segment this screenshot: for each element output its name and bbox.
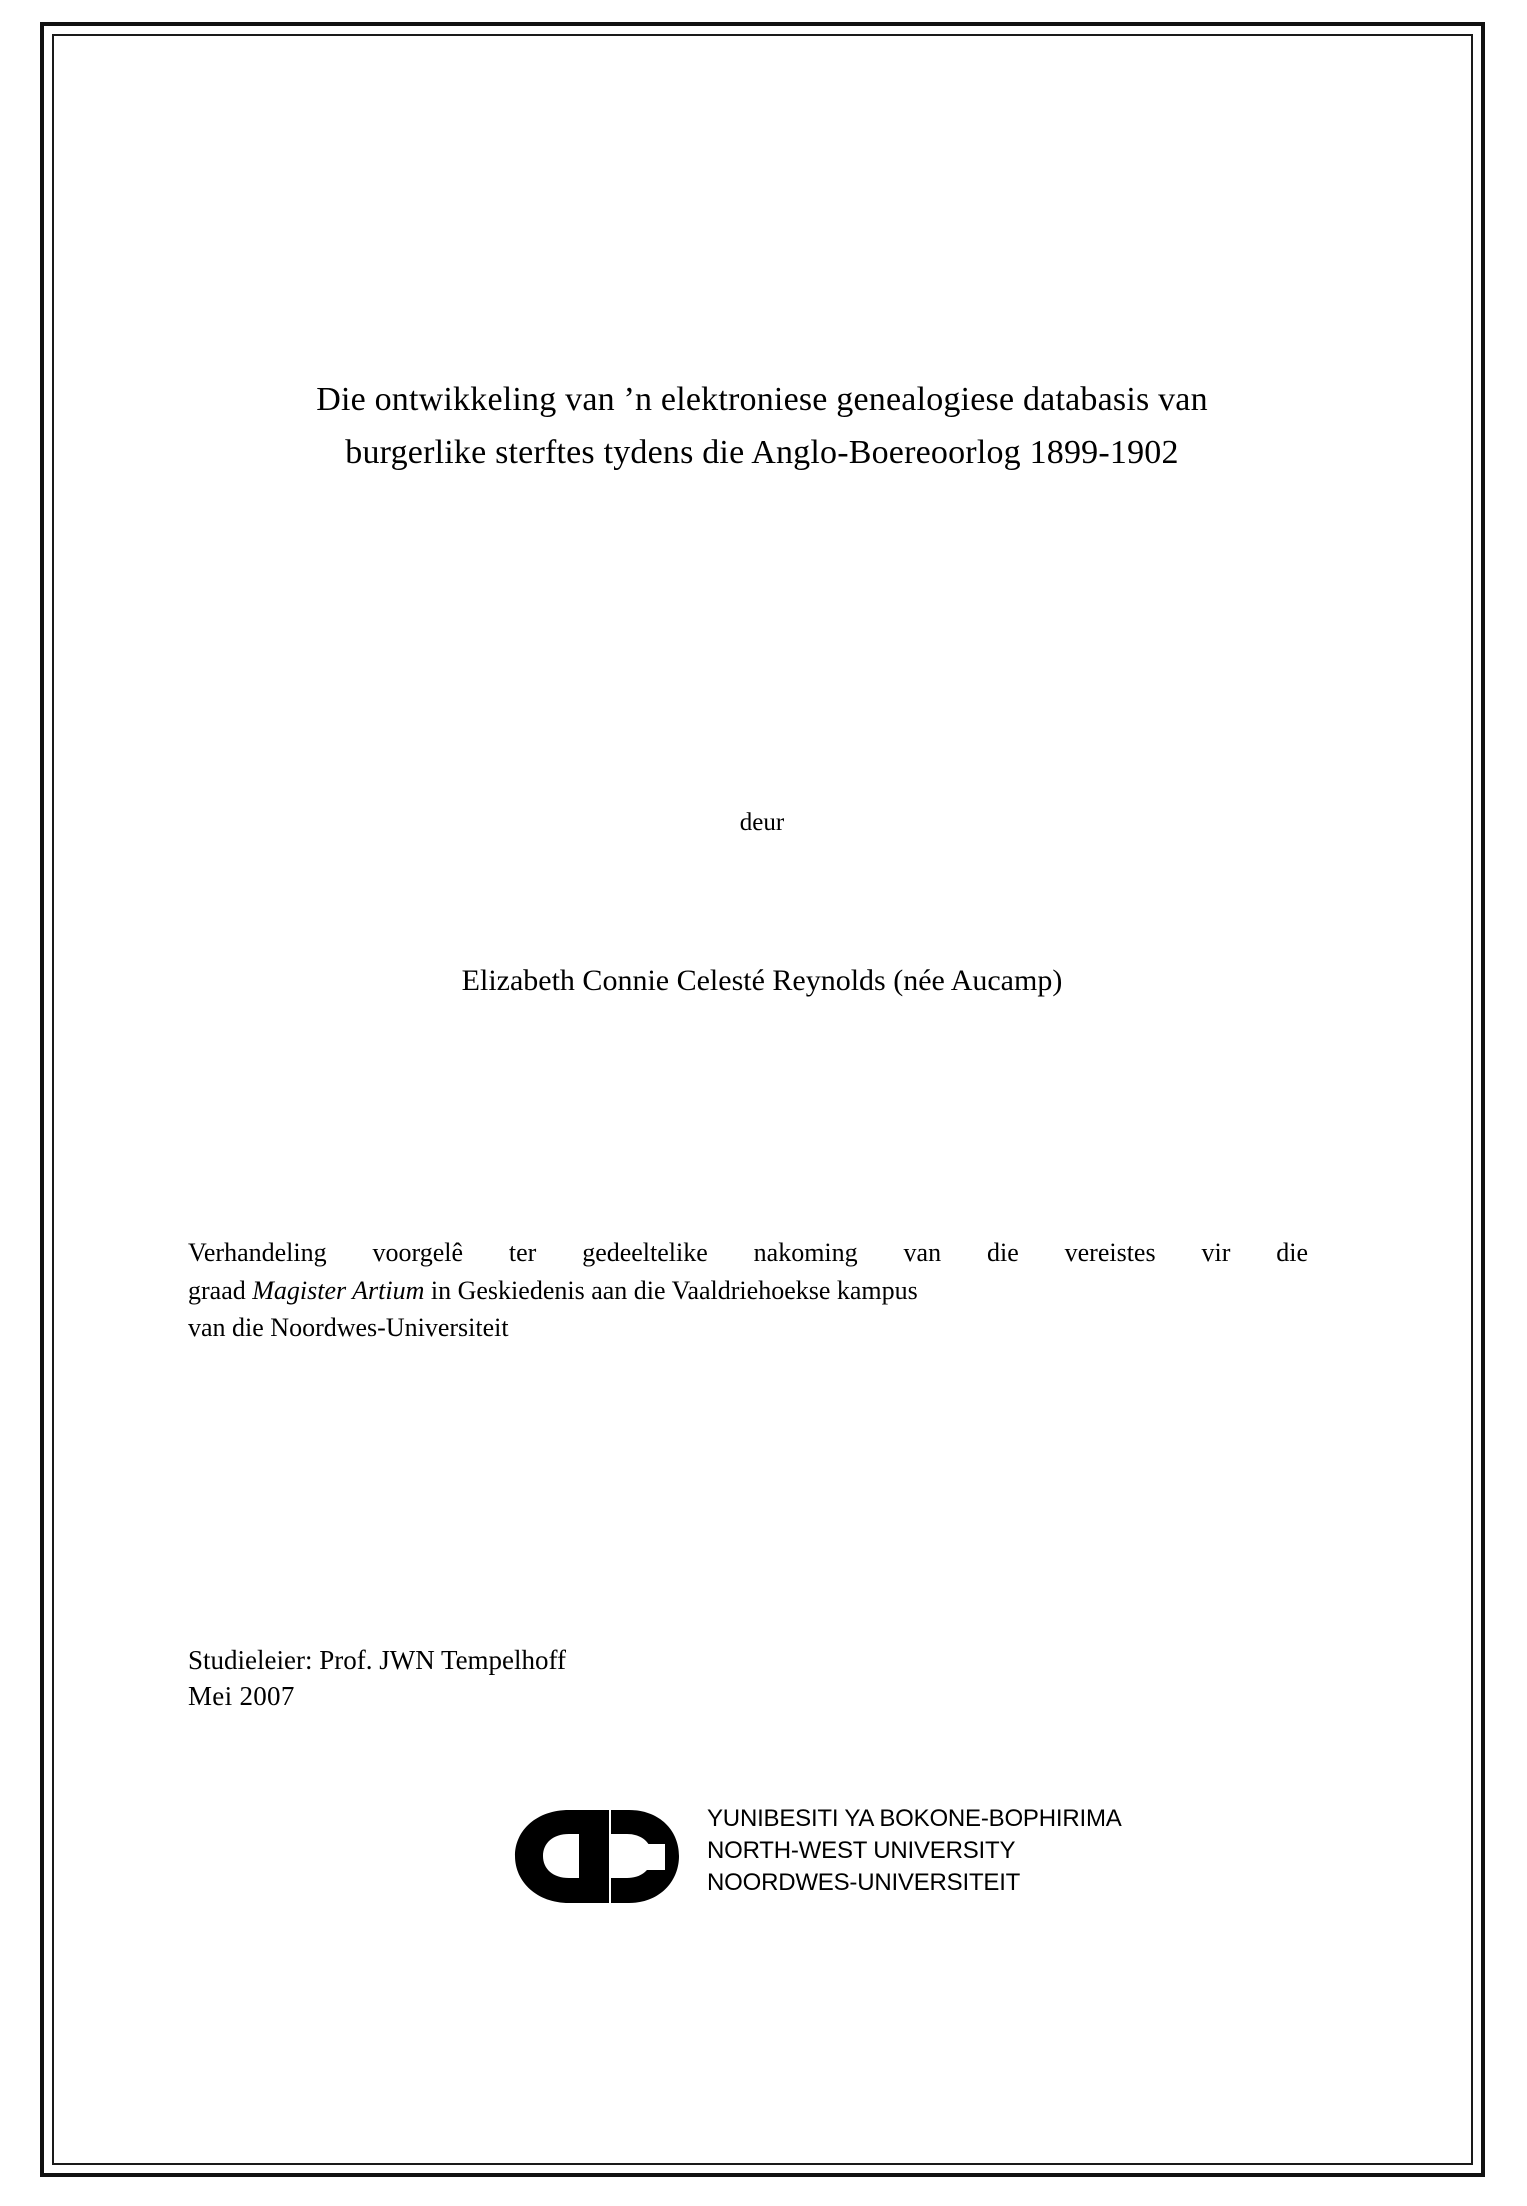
page-content	[52, 34, 1473, 2165]
degree-statement-line-2-prefix: graad	[188, 1275, 253, 1305]
title-line-1: Die ontwikkeling van ’n elektroniese genealogiese databasis van	[316, 381, 1208, 418]
nwu-logo-mark	[507, 1804, 692, 1909]
degree-statement-line-3: van die Noordwes-Universiteit	[188, 1313, 509, 1343]
logo-text-line-3: NOORDWES-UNIVERSITEIT	[707, 1868, 1021, 1896]
degree-statement-line-2-suffix: in Geskiedenis aan die Vaaldriehoekse kampus	[424, 1275, 918, 1305]
page-title	[182, 374, 1342, 479]
degree-statement	[188, 1234, 1308, 1347]
title-line-2: burgerlike sterftes tydens die Anglo-Boereoorlog 1899-1902	[345, 433, 1179, 471]
degree-name-italic: Magister Artium	[252, 1275, 425, 1305]
logo-text-block	[707, 1803, 1122, 1899]
supervisor-block	[188, 1642, 1188, 1715]
by-word: deur	[739, 809, 785, 836]
degree-statement-line-1: Verhandeling voorgelê ter gedeeltelike nakoming van die vereistes vir die	[188, 1238, 1308, 1267]
author-name: Elizabeth Connie Celesté Reynolds (née Aucamp)	[461, 964, 1063, 997]
logo-text-line-2: NORTH-WEST UNIVERSITY	[707, 1836, 1016, 1864]
supervisor-line: Studieleier: Prof. JWN Tempelhoff	[188, 1645, 567, 1675]
date-line: Mei 2007	[188, 1681, 295, 1712]
logo-text-line-1: YUNIBESITI YA BOKONE-BOPHIRIMA	[707, 1805, 1122, 1832]
degree-statement-line-2	[188, 1272, 1308, 1310]
university-logo	[507, 1799, 1147, 1919]
